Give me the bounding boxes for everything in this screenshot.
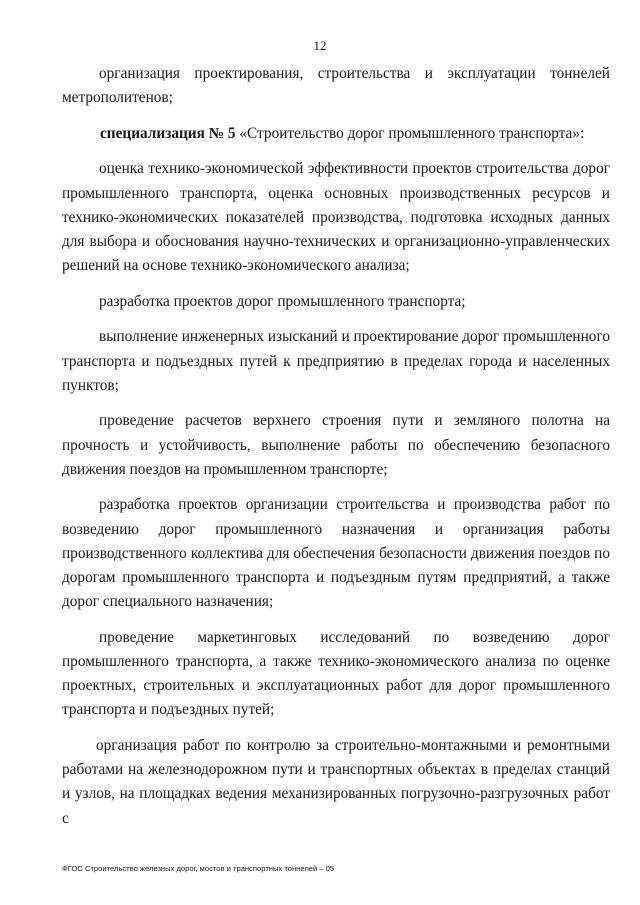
paragraph-road-projects: разработка проектов дорог промышленного транспорта; xyxy=(99,292,466,310)
paragraph-works-control: организация работ по контролю за строительно-монтажными и ремонтными работами на железнодорожном пути и транспортных объектах в пределах станций и узлов, на площадках ведения механизированных погрузочно-разгрузочных работ с xyxy=(62,737,610,827)
paragraph-track-calculations: проведение расчетов верхнего строения пути и земляного полотна на прочность и устойчивость, выполнение работы по обеспечению безопасного движения поездов на промышленном транспорте; xyxy=(62,412,610,478)
page-footer: ФГОС Строительство железных дорог, мостов и транспортных тоннелей – 05 xyxy=(62,864,335,873)
document-body xyxy=(62,62,610,831)
paragraph-marketing-research: проведение маркетинговых исследований по возведению дорог промышленного транспорта, а также технико-экономического анализа по оценке проектных, строительных и эксплуатационных работ для дорог промышленного транспорта и подъездных путей; xyxy=(62,628,610,719)
paragraph-metro-tunnels: организация проектирования, строительства и эксплуатации тоннелей метрополитенов; xyxy=(62,65,610,107)
page-number: 12 xyxy=(313,38,327,53)
specialization-heading xyxy=(62,122,610,146)
specialization-title: «Строительство дорог промышленного транспорта»: xyxy=(235,124,585,142)
specialization-label: специализация № 5 xyxy=(100,124,236,142)
paragraph-construction-organization: разработка проектов организации строительства и производства работ по возведению дорог промышленного назначения и организация работы производственного коллектива для обеспечения безопасности движения поездов по дорогам промышленного транспорта и подъездным путям предприятий, а также дорог специального назначения; xyxy=(62,496,610,611)
paragraph-engineering-surveys: выполнение инженерных изысканий и проектирование дорог промышленного транспорта и подъездных путей к предприятию в пределах города и населенных пунктов; xyxy=(62,328,610,394)
paragraph-efficiency-assessment: оценка технико-экономической эффективности проектов строительства дорог промышленного транспорта, оценка основных производственных ресурсов и технико-экономических показателей производства, подготовка исходных данных для выбора и обоснования научно-технических и организационно-управленческих решений на основе технико-экономического анализа; xyxy=(62,160,610,275)
